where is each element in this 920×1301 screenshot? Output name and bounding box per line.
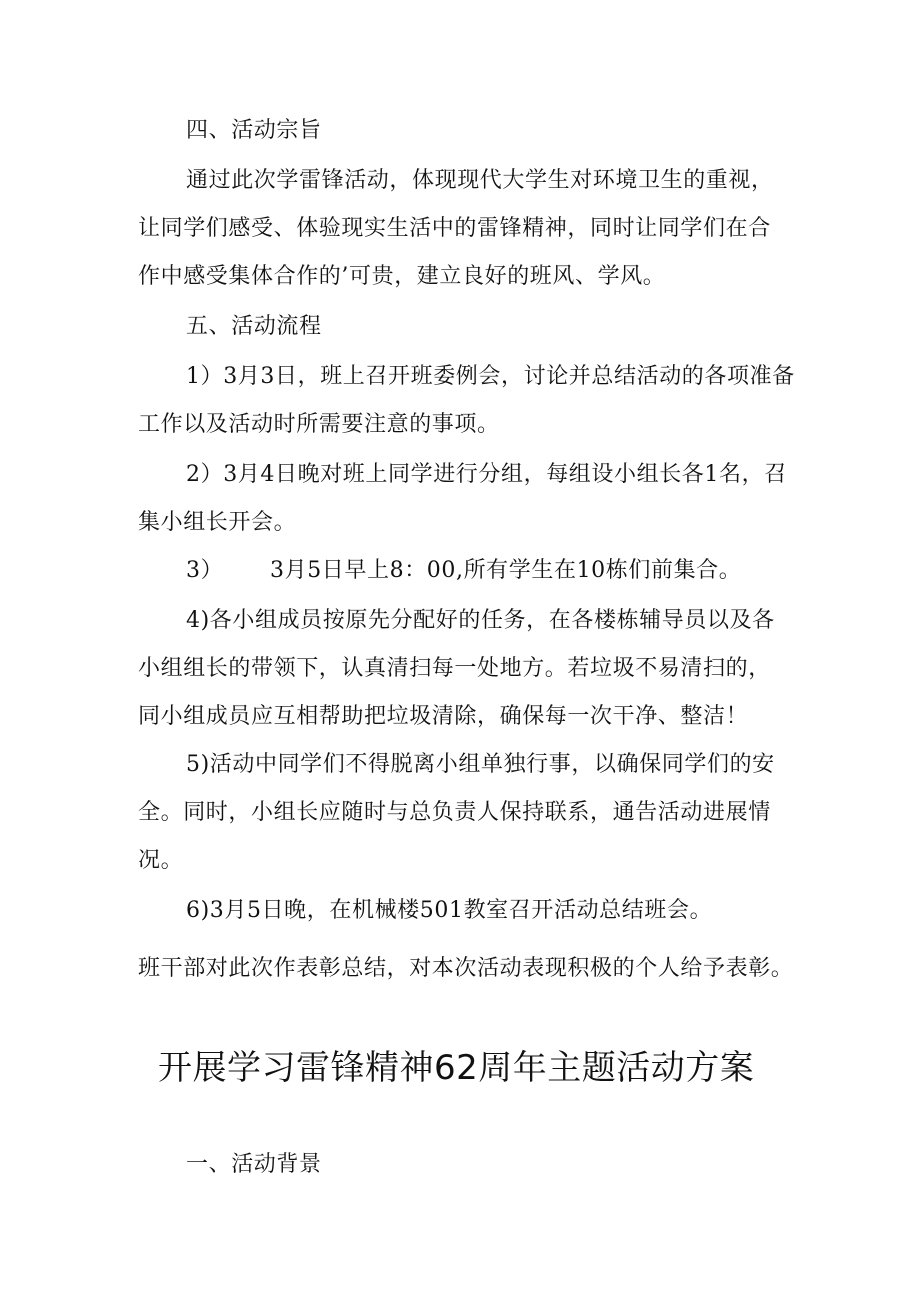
list-item-line: 6)3月5日晚，在机械楼501教室召开活动总结班会。 <box>186 898 713 923</box>
paragraph-line: 作中感受集体合作的’可贵，建立良好的班风、学风。 <box>138 264 666 289</box>
list-item-number: 3） <box>186 558 224 583</box>
list-item-line: 同小组成员应互相帮助把垃圾清除，确保每一次干净、整洁！ <box>138 704 749 729</box>
document-title: 开展学习雷锋精神62周年主题活动方案 <box>158 1048 755 1088</box>
section-heading: 四、活动宗旨 <box>186 118 322 143</box>
list-item-line: 5)活动中同学们不得脱离小组单独行事，以确保同学们的安 <box>186 752 775 777</box>
list-item-line: 况。 <box>138 848 184 873</box>
section-heading: 一、活动背景 <box>186 1152 322 1177</box>
list-item-line: 3月5日早上8：00,所有学生在10栋们前集合。 <box>270 558 742 583</box>
list-item-line: 4)各小组成员按原先分配好的任务，在各楼栋辅导员以及各 <box>186 608 775 633</box>
list-item-line: 2）3月4日晚对班上同学进行分组，每组设小组长各1名，召 <box>186 462 787 487</box>
list-item-line: 工作以及活动时所需要注意的事项。 <box>138 412 500 437</box>
section-heading: 五、活动流程 <box>186 314 322 339</box>
list-item-line: 1）3月3日，班上召开班委例会，讨论并总结活动的各项准备 <box>186 364 795 389</box>
list-item-line: 集小组长开会。 <box>138 510 297 535</box>
paragraph-line: 让同学们感受、体验现实生活中的雷锋精神，同时让同学们在合 <box>138 216 771 241</box>
paragraph-line: 通过此次学雷锋活动，体现现代大学生对环境卫生的重视， <box>186 168 774 193</box>
list-item-line: 全。同时，小组长应随时与总负责人保持联系，通告活动进展情 <box>138 800 771 825</box>
list-item-line: 小组组长的带领下，认真清扫每一处地方。若垃圾不易清扫的， <box>138 656 771 681</box>
closing-paragraph: 班干部对此次作表彰总结，对本次活动表现积极的个人给予表彰。 <box>138 956 794 981</box>
